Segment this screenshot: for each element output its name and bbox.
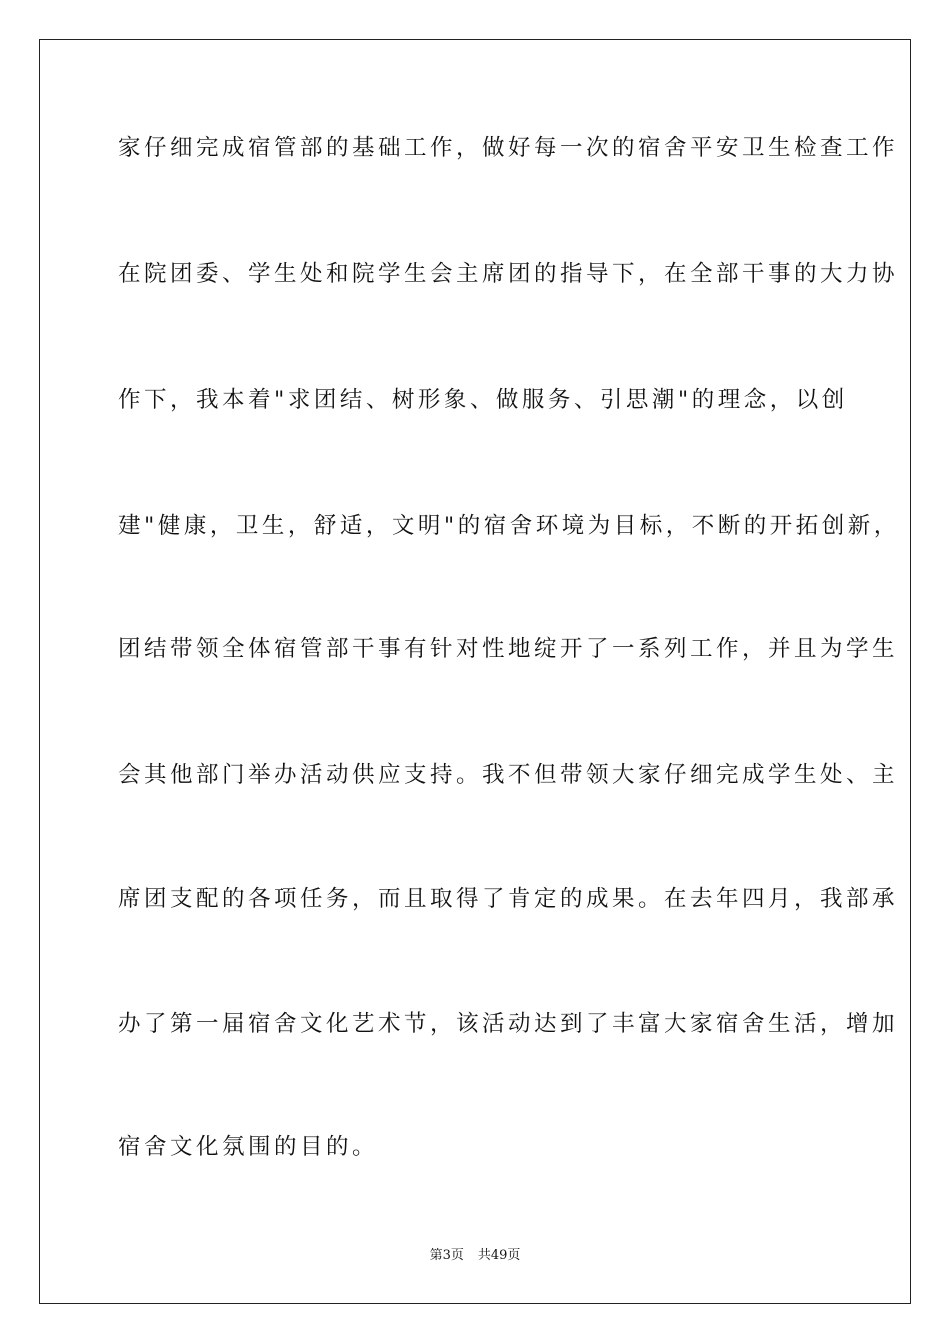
paragraph-line: 宿舍文化氛围的目的。	[118, 1134, 379, 1160]
page-border	[39, 39, 911, 1304]
paragraph-line: 家仔细完成宿管部的基础工作，做好每一次的宿舍平安卫生检查工作	[118, 135, 899, 161]
paragraph-line: 建"健康，卫生，舒适，文明"的宿舍环境为目标，不断的开拓创新，	[118, 513, 900, 539]
paragraph-line: 会其他部门举办活动供应支持。我不但带领大家仔细完成学生处、主	[118, 762, 899, 788]
current-page-number: 第3页	[429, 1248, 464, 1263]
paragraph-line: 办了第一届宿舍文化艺术节，该活动达到了丰富大家宿舍生活，增加	[118, 1011, 899, 1037]
paragraph-line: 席团支配的各项任务，而且取得了肯定的成果。在去年四月，我部承	[118, 886, 899, 912]
paragraph-line: 团结带领全体宿管部干事有针对性地绽开了一系列工作，并且为学生	[118, 636, 899, 662]
total-page-count: 共49页	[477, 1248, 521, 1263]
page-footer	[0, 1247, 950, 1265]
paragraph-line: 作下，我本着"求团结、树形象、做服务、引思潮"的理念，以创	[118, 387, 848, 413]
paragraph-line: 在院团委、学生处和院学生会主席团的指导下，在全部干事的大力协	[118, 261, 899, 287]
